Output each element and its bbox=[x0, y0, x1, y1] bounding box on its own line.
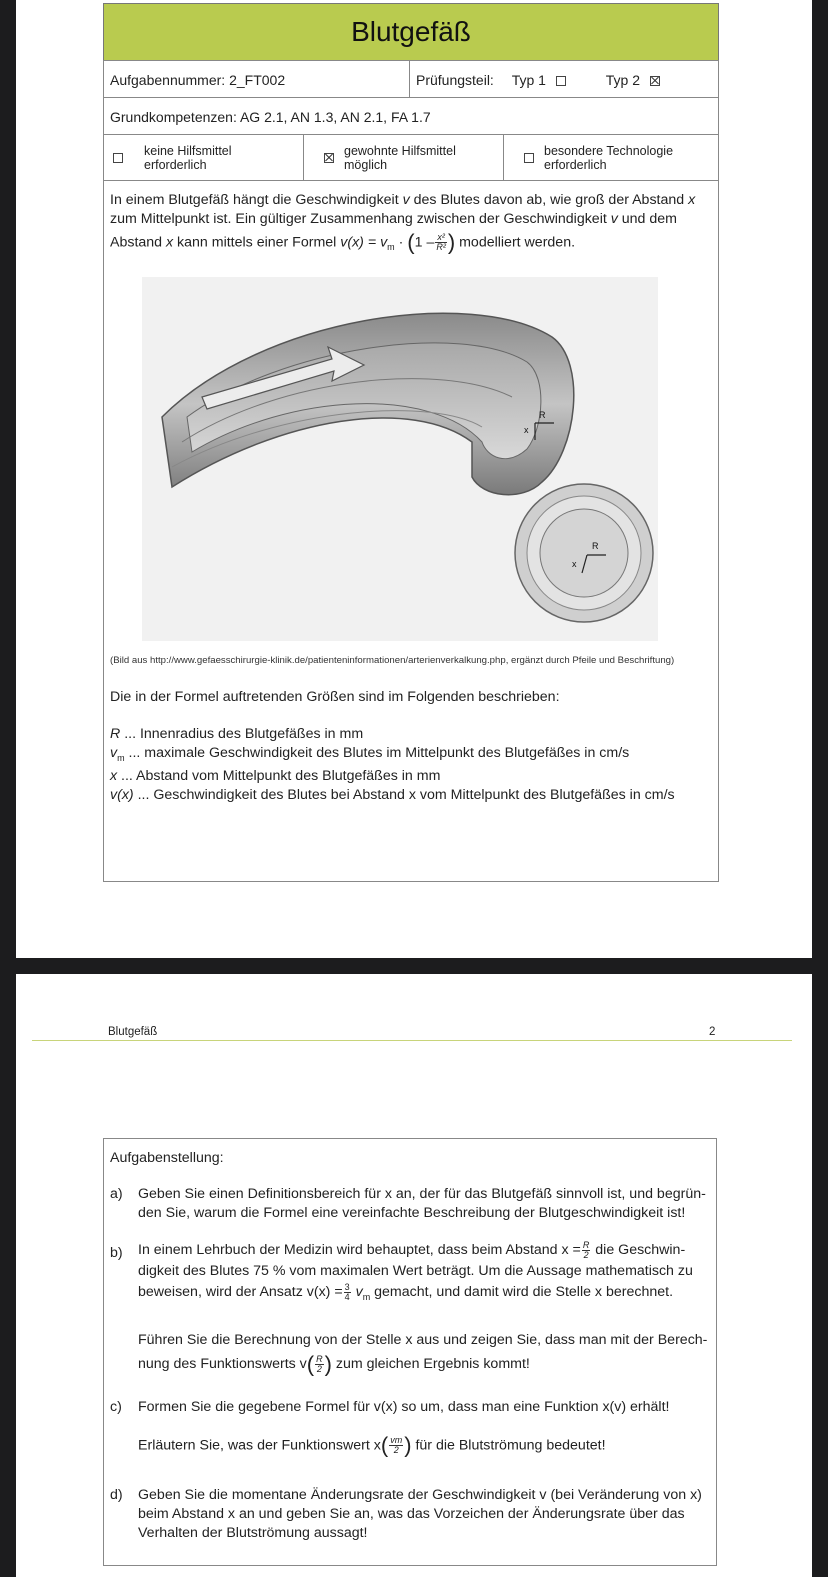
task-number: Aufgabennummer: 2_FT002 bbox=[104, 61, 410, 97]
exam-part bbox=[410, 61, 718, 97]
running-header-title: Blutgefäß bbox=[108, 1026, 158, 1038]
label-x-2: x bbox=[572, 559, 577, 569]
task-a-line2: den Sie, warum die Formel eine vereinfachte Beschreibung der Blutgeschwindigkeit ist! bbox=[138, 1205, 686, 1221]
type1-checkbox bbox=[556, 76, 566, 86]
vars-intro: Die in der Formel auftretenden Größen sind im Folgenden beschrieben: bbox=[110, 689, 560, 705]
var-vx: v(x) ... Geschwindigkeit des Blutes bei Abstand x vom Mittelpunkt des Blutgefäßes in cm/s bbox=[110, 786, 675, 803]
task-b-line1: In einem Lehrbuch der Medizin wird behauptet, dass beim Abstand x = $\frac{R}{2}$ die Geschwin- bbox=[138, 1239, 686, 1260]
aid-none-line1: keine Hilfsmittel bbox=[144, 144, 232, 158]
intro-line-1: In einem Blutgefäß hängt die Geschwindigkeit v des Blutes davon ab, wie groß der Abstand x bbox=[110, 192, 696, 208]
task-b-label: b) bbox=[110, 1245, 123, 1261]
aid-special-line1: besondere Technologie bbox=[544, 144, 674, 158]
task-a bbox=[138, 1185, 708, 1223]
aid-usual-line1: gewohnte Hilfsmittel bbox=[344, 144, 456, 158]
page-number: 2 bbox=[709, 1026, 716, 1038]
formula: v(x) = v bbox=[340, 234, 388, 251]
task-d-line1: Geben Sie die momentane Änderungsrate der Geschwindigkeit v (bei Veränderung von x) bbox=[138, 1487, 702, 1503]
label-R-1: R bbox=[539, 410, 546, 420]
type2-checkbox bbox=[650, 76, 660, 86]
task-heading: Aufgabenstellung: bbox=[110, 1150, 224, 1166]
intro-line-2: zum Mittelpunkt ist. Ein gültiger Zusammenhang zwischen der Geschwindigkeit v und dem bbox=[110, 211, 677, 227]
page-1 bbox=[16, 0, 812, 958]
type2-label: Typ 2 bbox=[605, 72, 640, 88]
variable-list bbox=[110, 725, 675, 804]
type1-label: Typ 1 bbox=[511, 72, 546, 88]
task-b-part2 bbox=[138, 1328, 713, 1376]
task-info-row bbox=[103, 60, 719, 98]
aid-special bbox=[504, 135, 718, 180]
task-c-label: c) bbox=[110, 1399, 122, 1415]
aid-none bbox=[104, 135, 304, 180]
task-d-label: d) bbox=[110, 1487, 123, 1503]
blood-vessel-illustration bbox=[142, 277, 658, 641]
task-b-line5: nung des Funktionswerts v( $\frac{R}{2}$ ) zum gleichen Ergebnis kommt! bbox=[138, 1351, 530, 1377]
label-R-2: R bbox=[592, 541, 599, 551]
task-c-line2: Erläutern Sie, was der Funktionswert x( $\frac{vm}{2}$ ) für die Blutströmung bedeutet! bbox=[138, 1432, 606, 1458]
label-x-1: x bbox=[524, 425, 529, 435]
task-b-line4: Führen Sie die Berechnung von der Stelle x aus und zeigen Sie, dass man mit der Berech- bbox=[138, 1332, 708, 1348]
aid-usual bbox=[304, 135, 504, 180]
aid-usual-checkbox bbox=[324, 153, 334, 163]
aid-none-line2: erforderlich bbox=[144, 158, 207, 172]
competencies: Grundkompetenzen: AG 2.1, AN 1.3, AN 2.1, FA 1.7 bbox=[103, 97, 719, 135]
task-d-line2: beim Abstand x an und geben Sie an, was das Vorzeichen der Änderungsrate über das bbox=[138, 1506, 685, 1522]
task-a-label: a) bbox=[110, 1186, 123, 1202]
page-2 bbox=[16, 974, 812, 1577]
task-b bbox=[138, 1240, 713, 1308]
figure-caption: (Bild aus http://www.gefaesschirurgie-klinik.de/patienteninformationen/arterienverkalkung.php, ergänzt durch Pfeile und Beschriftung) bbox=[110, 655, 675, 666]
task-a-line1: Geben Sie einen Definitionsbereich für x an, der für das Blutgefäß sinnvoll ist, und begrün- bbox=[138, 1186, 706, 1202]
page-title: Blutgefäß bbox=[103, 3, 719, 61]
header-rule bbox=[32, 1040, 792, 1041]
var-vm: $v_m$ ... maximale Geschwindigkeit des Blutes im Mittelpunkt des Blutgefäßes in cm/s bbox=[110, 744, 630, 763]
task-d-line3: Verhalten der Blutströmung aussagt! bbox=[138, 1525, 368, 1541]
task-c-line1: Formen Sie die gegebene Formel für v(x) so um, dass man eine Funktion x(v) erhält! bbox=[138, 1399, 670, 1415]
aid-special-checkbox bbox=[524, 153, 534, 163]
aid-usual-line2: möglich bbox=[344, 158, 388, 172]
var-x: x ... Abstand vom Mittelpunkt des Blutgefäßes in mm bbox=[110, 768, 441, 785]
task-b-line3: beweisen, wird der Ansatz v(x) = $\frac{3}{4}$ $v_m$ gemacht, und damit wird die Stelle x berechnet. bbox=[138, 1281, 674, 1302]
aid-none-checkbox bbox=[113, 153, 123, 163]
formula-fraction: $\frac{\text{x²}}{\text{R²}}$ bbox=[436, 232, 446, 252]
aids-row bbox=[103, 134, 719, 181]
intro-text bbox=[110, 191, 710, 257]
task-b-line2: digkeit des Blutes 75 % vom maximalen Wert beträgt. Um die Aussage mathematisch zu bbox=[138, 1263, 693, 1279]
task-d bbox=[138, 1486, 718, 1543]
var-R: R ... Innenradius des Blutgefäßes in mm bbox=[110, 726, 364, 742]
intro-line-3: Abstand x kann mittels einer Formel $v(x) = v_m \cdot (1$ – $\frac{\text{x²}}{\text{R²}}$ ) modelliert werden. bbox=[110, 229, 576, 255]
aid-special-line2: erforderlich bbox=[544, 158, 607, 172]
exam-part-label: Prüfungsteil: bbox=[416, 72, 494, 88]
